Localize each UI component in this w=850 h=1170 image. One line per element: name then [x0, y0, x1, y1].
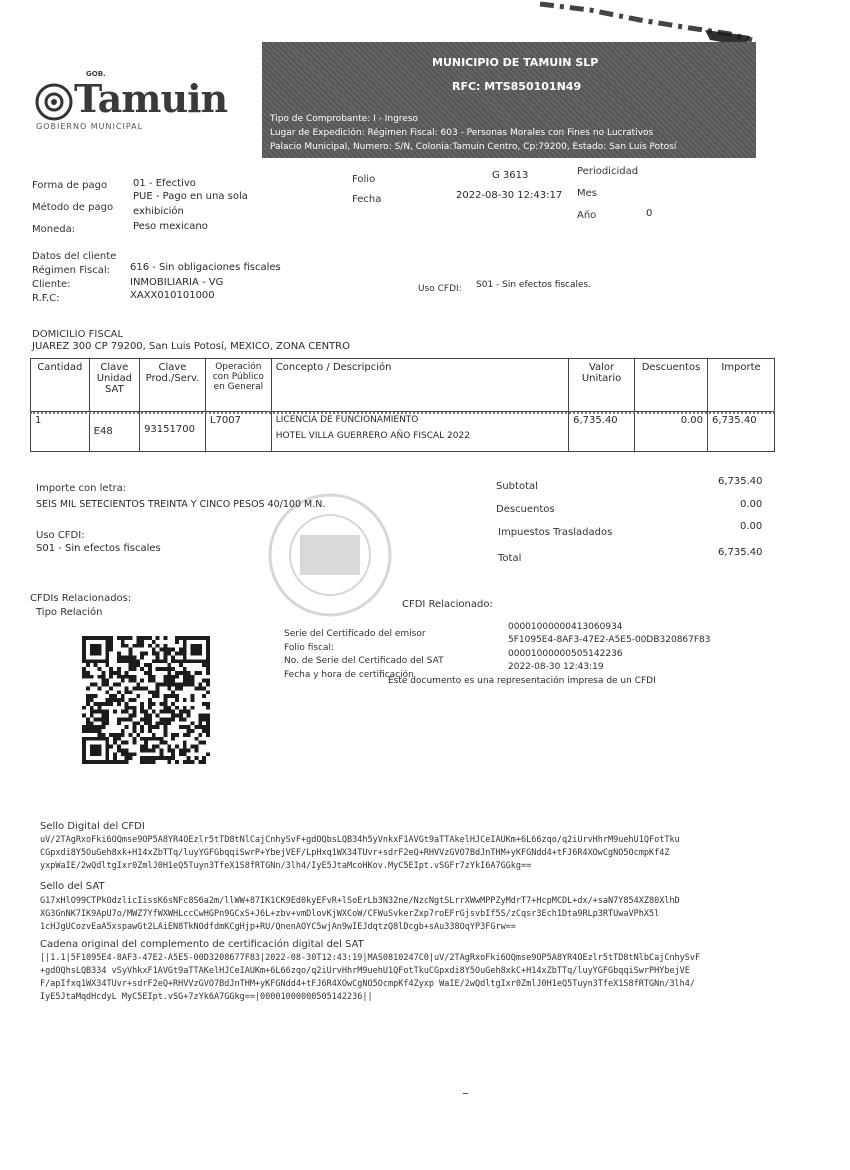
rfc-label: R.F.C:: [32, 293, 60, 304]
fecha-certificacion-value: 2022-08-30 12:43:19: [508, 662, 604, 672]
header-descuentos: Descuentos: [634, 359, 707, 412]
sello-sat-line-2: XG3GnNK7IK9ApU7o/MWZ7YfWXWHLccCwHGPn9GCxS+J6L+zbv+vmDlovKjWXCoW/CFWuSvkerZxp7roEFrGjsvbIf5S/zCqsr3Ech1Dta9RLp3RTUwaVPhX5l: [40, 909, 660, 919]
sello-cfdi-line-1: uV/2TAgRxoFki6OQmse9OP5A8YR4OEzlr5tTD8tNlCajCnhySvF+gdOQbsLQB34h5yVnkxF1AVGt9aTTAkelHJCeIAUKm+6L66zqo/q2iUrvHhrM9uehU1QFotTku: [40, 835, 680, 845]
concepto-line-1: LICENCIA DE FUNCIONAMIENTO: [275, 415, 419, 425]
sello-cfdi-label: Sello Digital del CFDI: [40, 821, 145, 832]
items-table: [30, 358, 775, 452]
issuer-name: MUNICIPIO DE TAMUIN SLP: [432, 56, 599, 69]
forma-pago-value: 01 - Efectivo: [133, 178, 196, 189]
fecha-certificacion-label: Fecha y hora de certificación: [284, 670, 414, 680]
header-concepto: Concepto / Descripción: [271, 359, 568, 412]
metodo-pago-value-1: PUE - Pago en una sola: [133, 191, 248, 202]
issuer-rfc: RFC: MTS850101N49: [452, 80, 582, 93]
cadena-line-1: ||1.1|5F1095E4-8AF3-47E2-A5E5-00D3208677F83|2022-08-30T12:43:19|MAS0810247C0|uV/2TAgRxoFki6OQmse9OP5A8YR4OEzlr5tTD8tNlbCajCnhySvF: [40, 953, 701, 963]
domicilio-fiscal-label: DOMICILIO FISCAL: [32, 329, 124, 340]
sello-cfdi-line-3: yxpWaIE/2wQdltgIxr0ZmlJ0H1eQ5Tuyn3TfeX1S8fRTGNn/3lh4/IyE5JtaMcoHKov.MyC5EIpt.vSGFr7zYkI6A7GGkg==: [40, 861, 532, 871]
forma-pago-label: Forma de pago: [32, 180, 108, 191]
fecha-value: 2022-08-30 12:43:17: [456, 190, 563, 201]
cliente-value: INMOBILIARIA - VG: [130, 277, 224, 288]
uso-cfdi-label: Uso CFDI:: [418, 284, 462, 294]
datos-cliente-label: Datos del cliente: [32, 251, 117, 262]
folio-label: Folio: [352, 174, 376, 185]
header-valor-unitario: Valor Unitario: [569, 359, 635, 412]
serie-emisor-label: Serie del Certificado del emisor: [284, 629, 426, 639]
serie-sat-label: No. de Serie del Certificado del SAT: [284, 656, 444, 666]
mes-label: Mes: [577, 188, 597, 199]
regimen-label: Régimen Fiscal:: [32, 265, 110, 276]
header-cantidad: Cantidad: [31, 359, 90, 412]
cell-descuento: 0.00: [634, 412, 707, 452]
cell-cantidad: 1: [31, 412, 90, 452]
regimen-value: 616 - Sin obligaciones fiscales: [130, 262, 281, 273]
anio-label: Año: [577, 210, 597, 221]
cell-operacion: L7007: [205, 412, 271, 452]
impuestos-label: Impuestos Trasladados: [498, 527, 613, 538]
logo-small-text: GOB.: [86, 70, 106, 78]
issuer-address: Palacio Municipal, Numero: S/N, Colonia:Tamuin Centro, Cp:79200, Estado: San Luis Potosí: [270, 142, 677, 152]
cadena-line-2: +gdOQhsLQB334 vSyVhkxF1AVGt9aTTAKelHJCeIAUKm+6L66zqo/q2iUrvHhrM9uehU1QFotTkuCGpxdi8Y5OuGeh8xkC+H14xZbTTq/luyYGFGbqqiSwrPHYbejVE: [40, 966, 690, 976]
fecha-label: Fecha: [352, 194, 382, 205]
scan-mark: [463, 1093, 468, 1094]
logo-subtext: GOBIERNO MUNICIPAL: [36, 122, 144, 131]
cell-valor: 6,735.40: [569, 412, 635, 452]
concepto-line-2: HOTEL VILLA GUERRERO AÑO FISCAL 2022: [275, 431, 470, 441]
uso-cfdi-bottom-value: S01 - Sin efectos fiscales: [36, 543, 161, 554]
domicilio-fiscal-value: JUAREZ 300 CP 79200, San Luis Potosí, MEXICO, ZONA CENTRO: [32, 341, 350, 352]
cell-concepto: [271, 412, 568, 452]
importe-letra-label: Importe con letra:: [36, 483, 127, 494]
sello-sat-line-3: 1cHJgUCozvEaA5xspawGt2LAiEN8TkNOdfdmKCgHjp+RU/QnenAOYC5wjAn9wIEJdqtzQ8lDcgb+sAu338OqYP3FGrw==: [40, 922, 516, 932]
qr-code-icon: [82, 636, 210, 764]
table-row: [31, 412, 775, 452]
periodicidad-label: Periodicidad: [577, 166, 639, 177]
table-header-row: [31, 359, 775, 412]
header-clave-unidad: Clave Unidad SAT: [89, 359, 139, 412]
serie-emisor-value: 00001000000413060934: [508, 622, 623, 632]
sello-cfdi-line-2: CGpxdi8Y5OuGeh8xk+H14xZbTTq/luyYGFGbqqiSwrP+YbejVEF/LpHxq1WX34TUvr+sdrF2eQ+RHVVzGVO7BdJnTHM+yKFGNdd4+tFJ6R4XOwCgNO5OcmpKf4Z: [40, 848, 670, 858]
rfc-value: XAXX010101000: [130, 290, 215, 301]
cell-importe: 6,735.40: [708, 412, 775, 452]
uso-cfdi-value: S01 - Sin efectos fiscales.: [476, 280, 592, 290]
header-operacion: Operación con Público en General: [205, 359, 271, 412]
cfdi-relacionado-label: CFDI Relacionado:: [402, 599, 493, 610]
tipo-comprobante: Tipo de Comprobante: I - Ingreso: [270, 114, 419, 124]
header-importe: Importe: [708, 359, 775, 412]
representacion-note: Este documento es una representación impresa de un CFDI: [388, 676, 656, 686]
serie-sat-value: 00001000000505142236: [508, 649, 623, 659]
uso-cfdi-bottom-label: Uso CFDI:: [36, 530, 85, 541]
cell-prod: 93151700: [140, 412, 206, 452]
lugar-expedicion: Lugar de Expedición: Régimen Fiscal: 603 - Personas Morales con Fines no Lucrativos: [270, 128, 654, 138]
anio-value: 0: [646, 208, 653, 219]
moneda-label: Moneda:: [32, 224, 76, 235]
folio-fiscal-value: 5F1095E4-8AF3-47E2-A5E5-00DB320867F83: [508, 635, 711, 645]
seal-icon: [34, 82, 74, 122]
total-label: Total: [498, 553, 522, 564]
importe-letra-value: SEIS MIL SETECIENTOS TREINTA Y CINCO PESOS 40/100 M.N.: [36, 499, 326, 510]
cliente-label: Cliente:: [32, 279, 71, 290]
descuentos-value: 0.00: [740, 499, 763, 510]
stamp-icon: [230, 480, 430, 630]
metodo-pago-value-2: exhibición: [133, 206, 184, 217]
table-divider: [30, 412, 775, 414]
cfdis-relacionados-label: CFDIs Relacionados:: [30, 593, 132, 604]
issuer-header: [262, 42, 756, 158]
sello-sat-line-1: G17xHlO99CTPkOdzlicIissK6sNFc8S6a2m/llWW+87IK1CK9Ed0kyEFvR+lSoErLb3N32ne/NzcNgtSLrrXWwMPPZyMdrT7+HcpMCDL+dx/+saN7Y854XZ80XlhD: [40, 896, 680, 906]
cadena-original-label: Cadena original del complemento de certificación digital del SAT: [40, 939, 364, 950]
municipal-logo: [30, 68, 260, 138]
cadena-line-4: IyE5JtaMqdHcdyL MyC5EIpt.vSG+7zYk6A7GGkg==|00001000000505142236||: [40, 992, 373, 1002]
logo-wordmark: Tamuin: [74, 76, 228, 121]
folio-fiscal-label: Folio fiscal:: [284, 643, 335, 653]
cadena-line-3: F/apIfxq1WX34TUvr+sdrF2eQ+RHVVzGVO7BdJnTHM+yKFGNdd4+tFJ6R4XOwCgNO5OcmpKf4Zyxp WaIE/2wQdltgIxr0ZmlJ0H1eQ5Tuyn3TfeX1S8fRTGNn/3lh4/: [40, 979, 696, 989]
folio-value: G 3613: [492, 170, 529, 181]
subtotal-value: 6,735.40: [718, 476, 763, 487]
moneda-value: Peso mexicano: [133, 221, 208, 232]
header-clave-prod: Clave Prod./Serv.: [140, 359, 206, 412]
total-value: 6,735.40: [718, 547, 763, 558]
metodo-pago-label: Método de pago: [32, 202, 114, 213]
impuestos-value: 0.00: [740, 521, 763, 532]
descuentos-label: Descuentos: [496, 504, 555, 515]
cell-unidad: E48: [89, 412, 139, 452]
sello-sat-label: Sello del SAT: [40, 881, 105, 892]
tipo-relacion-label: Tipo Relación: [36, 607, 103, 618]
subtotal-label: Subtotal: [496, 481, 538, 492]
